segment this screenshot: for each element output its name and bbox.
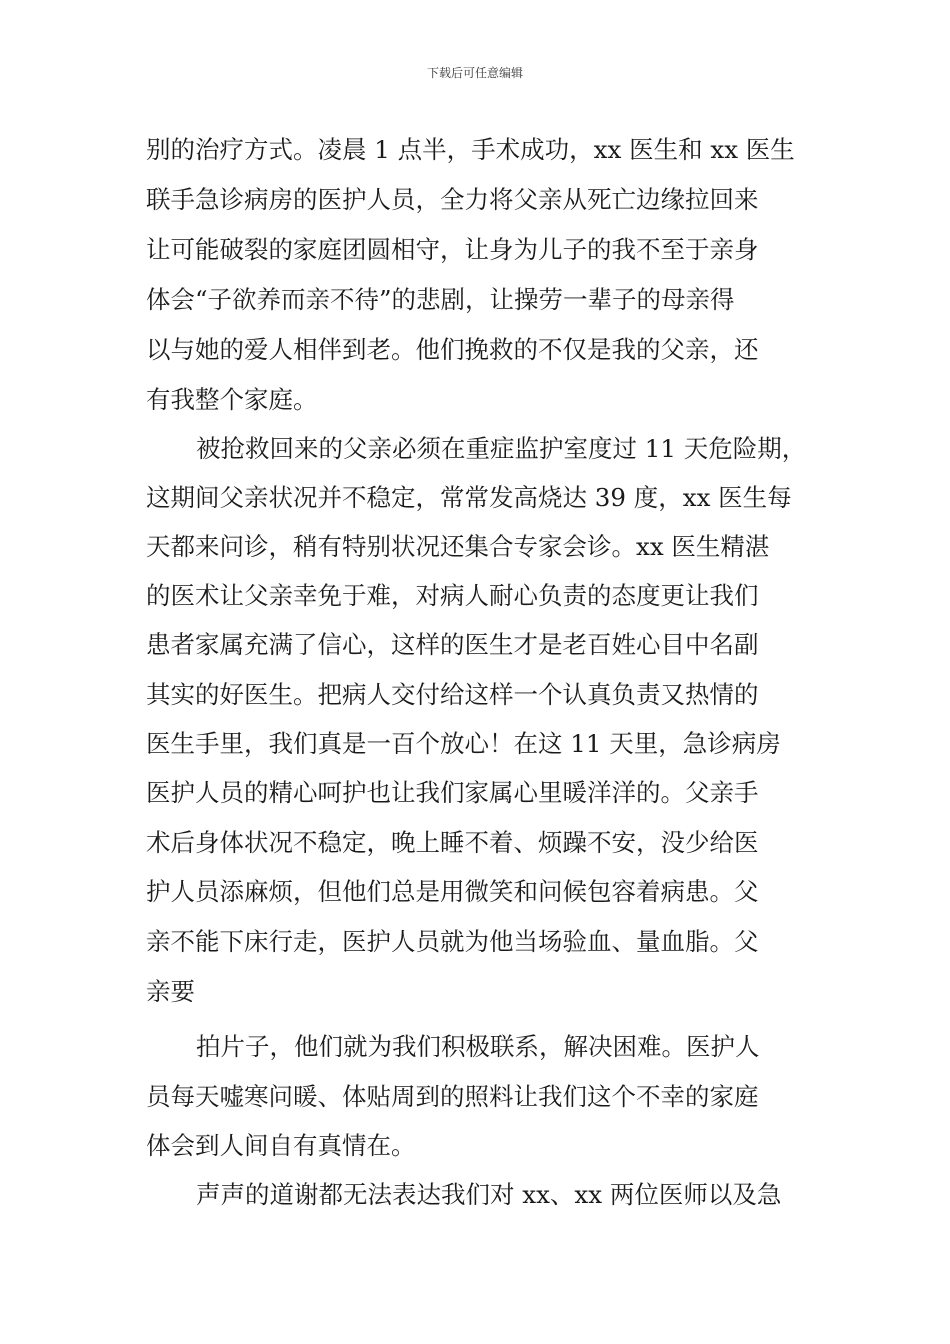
body-text-line: 体会到人间自有真情在。 — [146, 1131, 416, 1160]
body-text-line: 的医术让父亲幸免于难，对病人耐心负责的态度更让我们 — [146, 581, 759, 610]
page-header: 下载后可任意编辑 — [426, 66, 523, 80]
paragraph-first-line: 声声的道谢都无法表达我们对 xx、xx 两位医师以及急 — [196, 1180, 782, 1209]
body-text-line: 别的治疗方式。凌晨 1 点半，手术成功，xx 医生和 xx 医生 — [146, 135, 795, 164]
body-text-line: 医护人员的精心呵护也让我们家属心里暖洋洋的。父亲手 — [146, 778, 759, 807]
paragraph-first-line: 拍片子，他们就为我们积极联系，解决困难。医护人 — [196, 1032, 760, 1061]
body-text-line: 员每天嘘寒问暖、体贴周到的照料让我们这个不幸的家庭 — [146, 1082, 759, 1111]
body-text-line: 术后身体状况不稳定，晚上睡不着、烦躁不安，没少给医 — [146, 828, 759, 857]
body-text-line: 有我整个家庭。 — [146, 385, 318, 414]
body-text-line: 联手急诊病房的医护人员，全力将父亲从死亡边缘拉回来 — [146, 185, 759, 214]
body-text-line: 亲不能下床行走，医护人员就为他当场验血、量血脂。父 — [146, 927, 759, 956]
body-text-line: 天都来问诊，稍有特别状况还集合专家会诊。xx 医生精湛 — [146, 532, 770, 561]
body-text-line: 以与她的爱人相伴到老。他们挽救的不仅是我的父亲，还 — [146, 335, 759, 364]
paragraph-first-line: 被抢救回来的父亲必须在重症监护室度过 11 天危险期， — [196, 434, 807, 463]
body-text-line: 医生手里，我们真是一百个放心！在这 11 天里，急诊病房 — [146, 729, 781, 758]
body-text-line: 护人员添麻烦，但他们总是用微笑和问候包容着病患。父 — [146, 877, 759, 906]
body-text-line: 让可能破裂的家庭团圆相守，让身为儿子的我不至于亲身 — [146, 235, 759, 264]
body-text-line: 亲要 — [146, 977, 195, 1006]
body-text-line: 患者家属充满了信心，这样的医生才是老百姓心目中名副 — [146, 630, 759, 659]
body-text-line: 这期间父亲状况并不稳定，常常发高烧达 39 度，xx 医生每 — [146, 483, 792, 512]
body-text-line: 其实的好医生。把病人交付给这样一个认真负责又热情的 — [146, 680, 759, 709]
body-text-line: 体会“子欲养而亲不待”的悲剧，让操劳一辈子的母亲得 — [146, 285, 735, 314]
